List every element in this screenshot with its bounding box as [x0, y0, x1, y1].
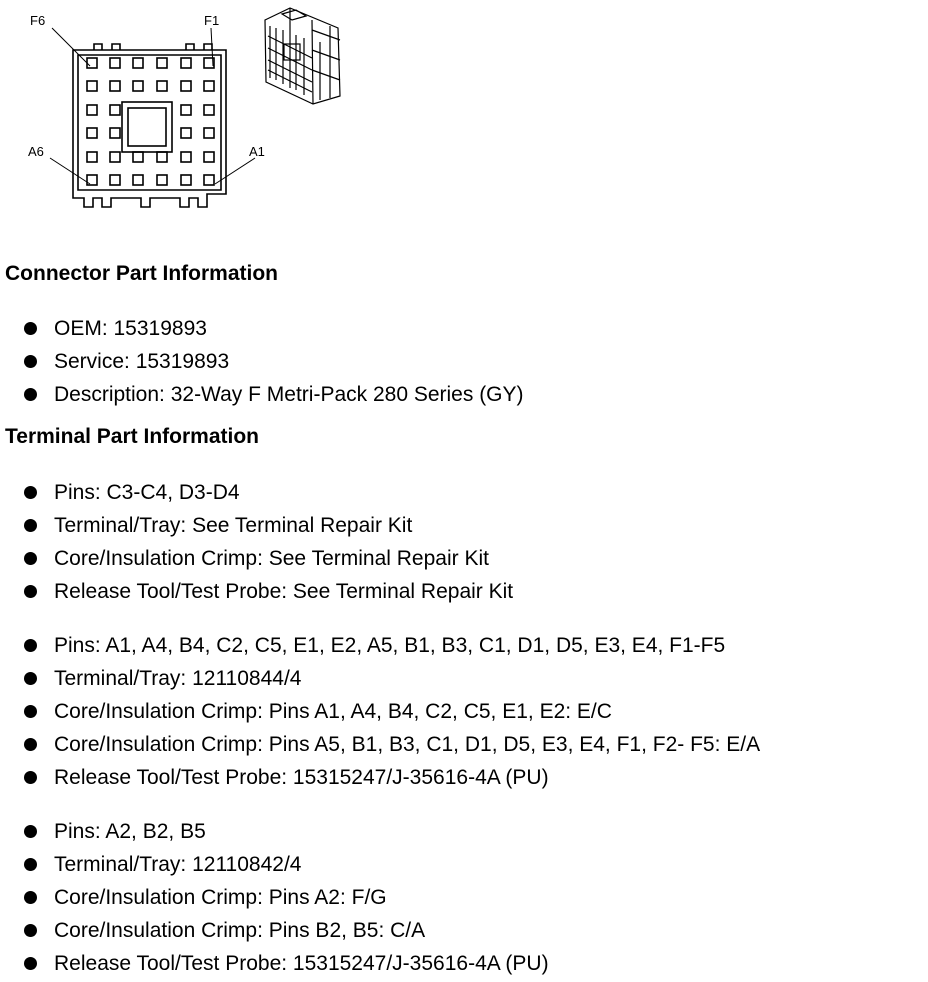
bullet-icon — [24, 738, 37, 751]
pin-cavity — [204, 128, 214, 138]
list-item — [0, 629, 760, 662]
pin-cavity — [157, 81, 167, 91]
pin-cavity — [181, 58, 191, 68]
connector-face-diagram — [50, 28, 255, 207]
list-item — [0, 312, 524, 345]
connector-part-heading: Connector Part Information — [5, 262, 279, 285]
pin-cavity — [110, 81, 120, 91]
pin-cavity — [157, 175, 167, 185]
list-item — [0, 542, 513, 575]
bullet-icon — [24, 891, 37, 904]
bullet-icon — [24, 322, 37, 335]
pin-cavity — [181, 152, 191, 162]
list-item-text: Core/Insulation Crimp: Pins A5, B1, B3, C1, D1, D5, E3, E4, F1, F2- F5: E/A — [54, 733, 761, 756]
list-item — [0, 509, 513, 542]
pin-label-a6: A6 — [28, 144, 44, 159]
pin-label-f1: F1 — [204, 13, 220, 28]
list-item — [0, 728, 760, 761]
pin-cavity — [157, 152, 167, 162]
bullet-icon — [24, 771, 37, 784]
list-item — [0, 947, 549, 980]
connector-diagram — [0, 0, 360, 225]
list-item-text: Terminal/Tray: 12110842/4 — [54, 853, 302, 876]
pin-cavity — [110, 152, 120, 162]
list-item — [0, 881, 549, 914]
pin-cavity — [204, 105, 214, 115]
list-item-text: Core/Insulation Crimp: Pins B2, B5: C/A — [54, 919, 426, 942]
list-item — [0, 378, 524, 411]
list-item-text: Release Tool/Test Probe: 15315247/J-35616-4A (PU) — [54, 952, 549, 975]
pin-label-f6: F6 — [30, 13, 46, 28]
pin-label-a1: A1 — [249, 144, 265, 159]
list-item-text: Description: 32-Way F Metri-Pack 280 Series (GY) — [54, 383, 524, 406]
pin-cavity — [87, 152, 97, 162]
list-item — [0, 476, 513, 509]
list-item-text: Terminal/Tray: 12110844/4 — [54, 667, 302, 690]
pin-cavity — [181, 105, 191, 115]
list-item — [0, 848, 549, 881]
bullet-icon — [24, 355, 37, 368]
pin-cavity — [87, 81, 97, 91]
list-item-text: Pins: C3-C4, D3-D4 — [54, 481, 240, 504]
bullet-icon — [24, 639, 37, 652]
bullet-icon — [24, 957, 37, 970]
list-item-text: Service: 15319893 — [54, 350, 230, 373]
pin-cavity — [133, 152, 143, 162]
bullet-icon — [24, 552, 37, 565]
list-item — [0, 761, 760, 794]
terminal-group-1 — [0, 476, 513, 608]
list-item — [0, 575, 513, 608]
pin-cavity — [204, 152, 214, 162]
pin-cavity — [133, 81, 143, 91]
bullet-icon — [24, 388, 37, 401]
list-item-text: Core/Insulation Crimp: See Terminal Repair Kit — [54, 547, 489, 570]
connector-3d-icon — [265, 8, 340, 104]
list-item-text: OEM: 15319893 — [54, 317, 207, 340]
pin-cavity — [133, 58, 143, 68]
list-item-text: Release Tool/Test Probe: See Terminal Repair Kit — [54, 580, 514, 603]
bullet-icon — [24, 705, 37, 718]
list-item — [0, 695, 760, 728]
pin-cavities — [87, 58, 214, 185]
pin-cavity — [110, 105, 120, 115]
bullet-icon — [24, 486, 37, 499]
list-item — [0, 662, 760, 695]
bullet-icon — [24, 585, 37, 598]
pin-cavity — [181, 175, 191, 185]
list-item — [0, 815, 549, 848]
pin-cavity — [87, 58, 97, 68]
bullet-icon — [24, 858, 37, 871]
list-item-text: Release Tool/Test Probe: 15315247/J-35616-4A (PU) — [54, 766, 549, 789]
terminal-part-heading: Terminal Part Information — [5, 425, 259, 448]
pin-cavity — [157, 58, 167, 68]
pin-cavity — [181, 128, 191, 138]
pin-cavity — [110, 58, 120, 68]
pin-cavity — [133, 175, 143, 185]
bullet-icon — [24, 924, 37, 937]
bullet-icon — [24, 519, 37, 532]
list-item — [0, 914, 549, 947]
pin-cavity — [181, 81, 191, 91]
bullet-icon — [24, 825, 37, 838]
list-item — [0, 345, 524, 378]
list-item-text: Core/Insulation Crimp: Pins A2: F/G — [54, 886, 387, 909]
pin-cavity — [204, 175, 214, 185]
list-item-text: Terminal/Tray: See Terminal Repair Kit — [54, 514, 413, 537]
pin-cavity — [87, 128, 97, 138]
connector-part-list — [0, 312, 524, 411]
terminal-group-3 — [0, 815, 549, 980]
list-item-text: Pins: A1, A4, B4, C2, C5, E1, E2, A5, B1, B3, C1, D1, D5, E3, E4, F1-F5 — [54, 634, 726, 657]
pin-cavity — [110, 128, 120, 138]
pin-cavity — [204, 81, 214, 91]
list-item-text: Core/Insulation Crimp: Pins A1, A4, B4, C2, C5, E1, E2: E/C — [54, 700, 612, 723]
terminal-group-2 — [0, 629, 760, 794]
pin-cavity — [110, 175, 120, 185]
list-item-text: Pins: A2, B2, B5 — [54, 820, 206, 843]
bullet-icon — [24, 672, 37, 685]
pin-cavity — [87, 105, 97, 115]
